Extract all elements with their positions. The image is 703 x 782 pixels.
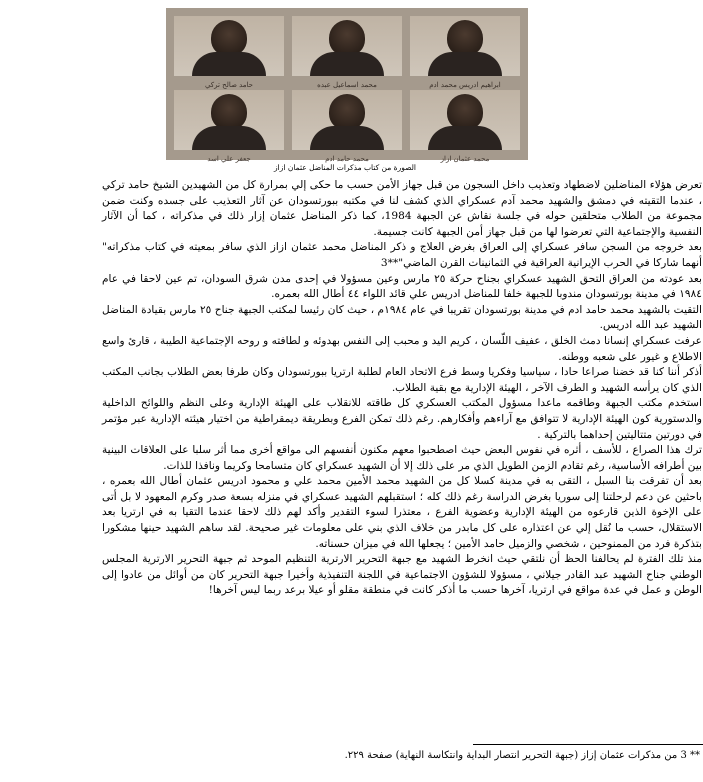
portrait-photo	[410, 90, 520, 163]
portrait-name: ابراهيم ادريس محمد ادم	[429, 81, 501, 89]
paragraph: التقيت بالشهيد محمد حامد ادم في مدينة بورتسودان تقريبا في عام ١٩٨٤م ، حيث كان رئيسا لمكتب الجبهة جناح ٢٥ مارس بقيادة المناضل الشهيد عبد الله ادريس.	[102, 303, 702, 332]
portrait-name: جعفر علي اسد	[207, 155, 251, 163]
footnote: ** 3 من مذكرات عثمان إزاز (جبهة التحرير انتصار البداية وانتكاسة النهاية) صفحة ٢٢٩.	[344, 750, 700, 761]
paragraph: ترك هذا الصراع ، للأسف ، أثره في نفوس البعض حيث اصطحبوا معهم مكنون أنفسهم الى مواقع أخرى مما أثر سلبا على العلاقات البينية بين أطرافه الأساسية، رغم تقادم الزمن الطويل الذي مر على ذلك إلا أن الشهيد عسكراي كان متسامحا وكريما ونافذا للذات.	[102, 444, 702, 472]
paragraph: بعد أن تفرقت بنا السبل ، التقى به في مدينة كسلا كل من الشهيد محمد الأمين محمد علي و محمود ادريس عثمان أطال الله بعمره ، باحثين عن دعم لرحلتنا إلى سوريا بغرض الدراسة رغم ذلك كله ؛ استقبلهم الشهيد عسكراي في منزله بسعة صدر وكرم المعهود لا بل أتى على الإخوة الذين قارعوه من الهيئة الإدارية وعضوية الفرع ، معتذرا لسوء التقدير وأكد لهم ذلك لاحقا عندما التقيا به في ارتريا بعد الاستقلال، حسب ما نُقل إلي عن اعتذاره على كل مابدر من خلاف الذي بني على معلومات غير صحيحة. لقد ساهم الشهيد حينها مشكورا بتذكرة فرد من الممنوحين ، شخصي والزميل حامد الأمين ؛ يجعلها الله في ميزان حسناته.	[102, 475, 703, 550]
portrait-name: حامد صالح تركي	[204, 81, 254, 89]
paragraph: استخدم مكتب الجبهة وطاقمه ماعدا مسؤول المكتب العسكري كل طاقته للانقلاب على الهيئة الإدارية وعلى النظم واللوائح الداخلية والدستورية كون الهيئة الإدارية لا تتوافق مع آراءهم وأفكارهم. رغم ذلك تمكن الفرع وبطريقة ديمقراطية من اختيار هيئته الإدارية عبر مؤتمر في دورتين متتاليتين إحداهما بالتركية .	[102, 397, 702, 441]
portrait-photo	[292, 90, 402, 163]
portrait-name: محمد عثمان ازاز	[440, 155, 490, 163]
portrait-photo-collage	[166, 8, 528, 163]
article-body	[102, 178, 702, 599]
portrait-photo	[174, 90, 284, 163]
portrait-photo	[292, 16, 402, 89]
photo-caption: الصورة من كتاب مذكرات المناضل عثمان ازاز	[274, 163, 416, 172]
portrait-photo	[174, 16, 284, 89]
paragraph: بعد عودته من العراق التحق الشهيد عسكراي بجناح حركة ٢٥ مارس وعين مسؤولا في إحدى مدن شرق السودان، تم عين لاحقا في عام ١٩٨٤ في مدينة بورتسودان مندوبا للجبهة خلفا للمناضل ادريس علي قائد اللواء ٤٤ أطال الله بعمره.	[102, 272, 702, 301]
paragraph: بعد خروجه من السجن سافر عسكراي إلى العراق بغرض العلاج و ذكر المناضل محمد عثمان ازاز الذي سافر بمعيته في كتاب مذكراته" أنهما شاركا في الحرب الإيرانية العراقية في الثمانينات القرن الماضي"**3	[102, 241, 702, 269]
portrait-name: محمد اسماعيل عبده	[317, 81, 377, 89]
paragraph: تعرض هؤلاء المناضلين لاضطهاد وتعذيب داخل السجون من قبل جهاز الأمن حسب ما حكى إلي بمرارة كل من الشهيدين الشيخ حامد تركي ، عندما التقيته في دمشق والشهيد محمد آدم عسكراي الذي كشف لنا في مكتبه ببورتسودان عن آثار التعذيب على جسده وكنت ضمن مجموعة من الطلاب متحلقين حوله في جلسة نقاش عن الجبهة 1984، كما ذكر المناضل عثمان إزار ذلك في مذكراته ، كما أن الآثار النفسية والإجتماعية التي تعرضوا لها من قبل جهاز أمن الجبهة كانت جسيمة.	[102, 179, 702, 238]
paragraph: أذكر أننا كنا قد خضنا صراعا حادا ، سياسيا وفكريا وسط فرع الاتحاد العام لطلبة ارتريا ببورتسودان وكان طرفا بعض الطلاب بجانب المكتب الذي كان يرأسه الشهيد و الطرف الآخر ، الهيئة الإدارية مع بقية الطلاب.	[102, 366, 702, 394]
paragraph: منذ تلك الفترة لم يحالفنا الحظ أن نلتقي حيث انخرط الشهيد مع جبهة التحرير الارترية التنظيم الموحد ثم جبهة التحرير الارترية المجلس الوطني جناح الشهيد عبد القادر جيلاني ، مسؤولا للشؤون الاجتماعية في اللجنة التنفيذية وأخيرا جبهة التحرير كان من أوائل من عادوا إلى الوطن و عمل في عدة مواقع في ارتريا، آخرها حسب ما أذكر كانت في منطقة مقلو أو عيلا برعد ربما ليس آخرها!	[102, 553, 702, 597]
portrait-photo	[410, 16, 520, 89]
paragraph: عرفت عسكراي إنسانا دمث الخلق ، عفيف اللّسان ، كريم اليد و محبب إلى النفس بهدوئه و لطافته و روحه الإجتماعية الطيبة ، قارئ واسع الاطلاع و غيور على شعبه ووطنه.	[102, 334, 702, 363]
portrait-name: محمد حامد ادم	[325, 155, 369, 163]
footnote-divider	[473, 744, 703, 745]
